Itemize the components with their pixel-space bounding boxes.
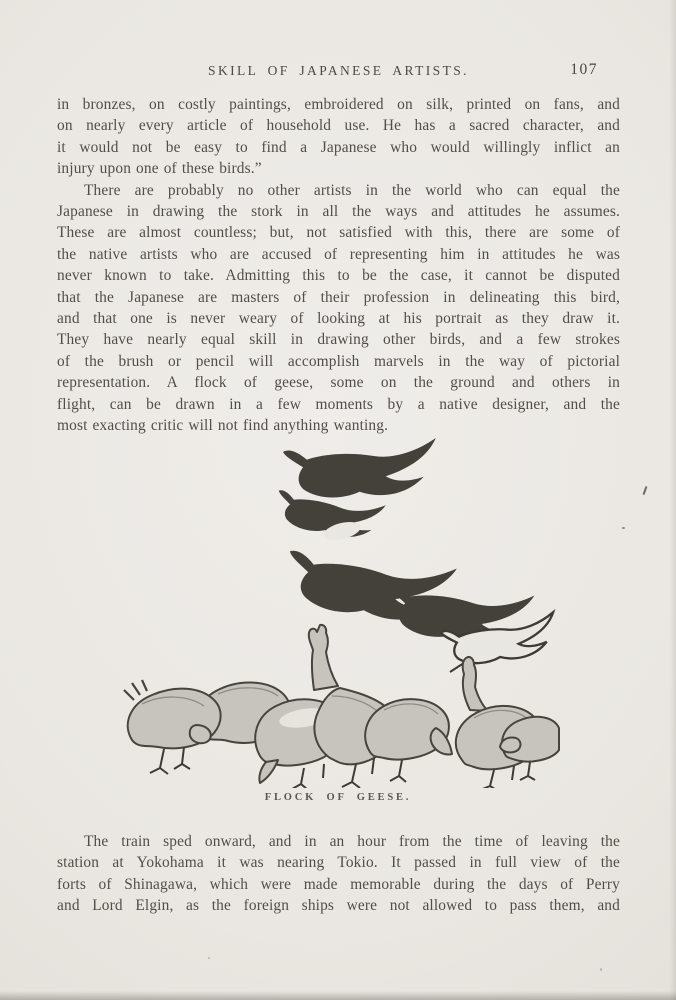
text-line: forts of Shinagawa, which were made memorable during the days of Perry [57, 875, 620, 893]
text-line: of the brush or pencil will accomplish marvels in the way of pictorial [57, 352, 620, 370]
page-number: 107 [570, 61, 598, 78]
flying-goose [283, 438, 440, 502]
text-line: and Lord Elgin, as the foreign ships were not allowed to pass them, and [57, 897, 620, 915]
text-line: most exacting critic will not find anything wanting. [57, 417, 389, 435]
text-line: Japanese in drawing the stork in all the ways and attitudes he assumes. [57, 203, 620, 221]
flock-of-geese-figure [118, 438, 562, 788]
paragraph [57, 180, 620, 437]
text-line: The train sped onward, and in an hour from the time of leaving the [84, 833, 620, 850]
goose-sitting [500, 717, 559, 780]
text-line: it would not be easy to find a Japanese who would willingly inflict an [57, 138, 620, 156]
text-line: that the Japanese are masters of their profession in delineating this bird, [57, 288, 620, 306]
body-text-lower [57, 831, 620, 917]
text-line: the native artists who are accused of representing him in attitudes he was [57, 245, 620, 263]
text-line: injury upon one of these birds.” [57, 160, 262, 178]
text-line: There are probably no other artists in the world who can equal the [84, 181, 620, 199]
text-line: station at Yokohama it was nearing Tokio. It passed in full view of the [57, 854, 620, 872]
text-line: These are almost countless; but, not satisfied with this, there are some of [57, 224, 620, 242]
text-line: representation. A flock of geese, some on the ground and others in [57, 374, 620, 392]
running-title: SKILL OF JAPANESE ARTISTS. [208, 63, 469, 78]
goose-tail-up [124, 680, 221, 774]
text-line: They have nearly equal skill in drawing other birds, and a few strokes [57, 331, 620, 349]
paragraph [57, 94, 620, 180]
text-line: never known to take. Admitting this to be the case, it cannot be disputed [57, 267, 620, 285]
scan-artifact-mark [643, 486, 648, 495]
paragraph [57, 831, 620, 917]
text-line: flight, can be drawn in a few moments by a native designer, and the [57, 395, 620, 413]
text-line: and that one is never weary of looking at his portrait as they draw it. [57, 310, 620, 328]
scan-artifact-speck [208, 957, 210, 959]
goose-dipping [365, 699, 452, 782]
scan-artifact-speck [600, 968, 602, 971]
flock-of-geese-illustration [118, 438, 562, 788]
scan-artifact-speck [622, 527, 625, 529]
text-line: on nearly every article of household use. He has a sacred character, and [57, 117, 620, 135]
figure-caption: FLOCK OF GEESE. [264, 792, 412, 803]
body-text-upper [57, 94, 620, 437]
page-header [57, 63, 620, 85]
text-line: in bronzes, on costly paintings, embroidered on silk, printed on fans, and [57, 96, 620, 113]
